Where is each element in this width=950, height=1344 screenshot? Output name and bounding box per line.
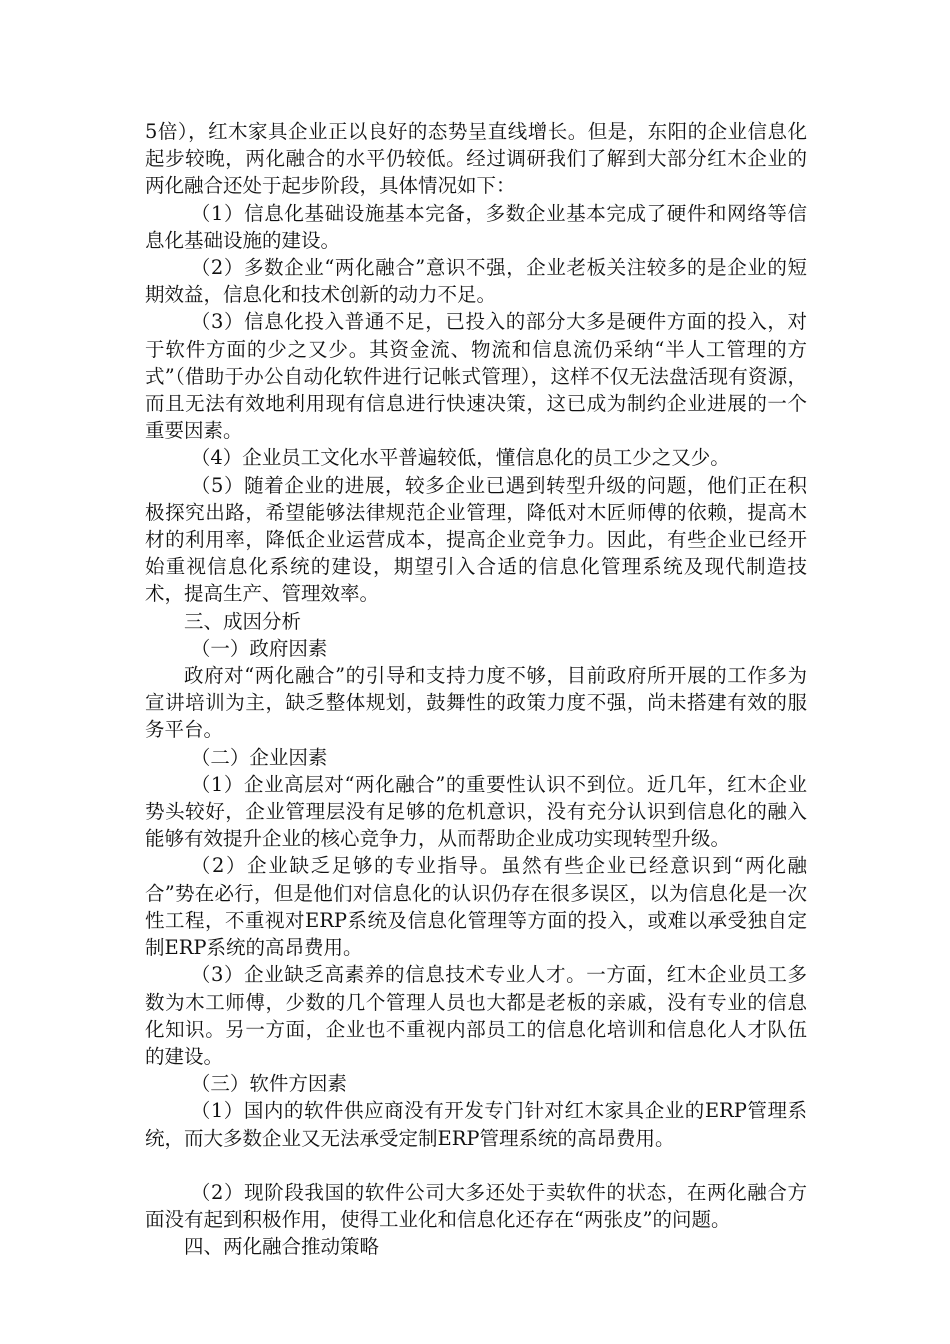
subsection-heading-government: （一）政府因素 xyxy=(190,636,328,660)
paragraph-enterprise-3: （3）企业缺乏高素养的信息技术专业人才。一方面，红木企业员工多数为木工师傅，少数的几个管理人员也大都是老板的亲戚，没有专业的信息化知识。另一方面，企业也不重视内部员工的信息化培训和信息化人才队伍的建设。 xyxy=(145,963,807,1068)
paragraph-item-2: （2）多数企业“两化融合”意识不强，企业老板关注较多的是企业的短期效益，信息化和技术创新的动力不足。 xyxy=(145,256,807,307)
paragraph-enterprise-1: （1）企业高层对“两化融合”的重要性认识不到位。近几年，红木企业势头较好，企业管理层没有足够的危机意识，没有充分认识到信息化的融入能够有效提升企业的核心竞争力，从而帮助企业成功实现转型升级。 xyxy=(145,772,807,851)
paragraph-item-3: （3）信息化投入普通不足，已投入的部分大多是硬件方面的投入，对于软件方面的少之又少。其资金流、物流和信息流仍采纳“半人工管理的方式”（借助于办公自动化软件进行记帐式管理），这样不仅无法盘活现有资源，而且无法有效地利用现有信息进行快速决策，这已成为制约企业进展的一个重要因素。 xyxy=(145,310,807,443)
paragraph-intro: 5倍），红木家具企业正以良好的态势呈直线增长。但是，东阳的企业信息化起步较晚，两化融合的水平仍较低。经过调研我们了解到大部分红木企业的两化融合还处于起步阶段，具体情况如下： xyxy=(145,120,807,198)
paragraph-enterprise-2: （2）企业缺乏足够的专业指导。虽然有些企业已经意识到“两化融合”势在必行，但是他们对信息化的认识仍存在很多误区，以为信息化是一次性工程，不重视对ERP系统及信息化管理等方面的投入，或难以承受独自定制ERP系统的高昂费用。 xyxy=(145,854,807,960)
paragraph-government: 政府对“两化融合”的引导和支持力度不够，目前政府所开展的工作多为宣讲培训为主，缺乏整体规划，鼓舞性的政策力度不强，尚未搭建有效的服务平台。 xyxy=(145,664,807,742)
subsection-heading-enterprise: （二）企业因素 xyxy=(190,745,328,769)
paragraph-item-4: （4）企业员工文化水平普遍较低，懂信息化的员工少之又少。 xyxy=(190,446,730,470)
paragraph-item-5: （5）随着企业的进展，较多企业已遇到转型升级的问题，他们正在积极探究出路，希望能够法律规范企业管理，降低对木匠师傅的依赖，提高木材的利用率，降低企业运营成本，提高企业竞争力。因此，有些企业已经开始重视信息化系统的建设，期望引入合适的信息化管理系统及现代制造技术，提高生产、管理效率。 xyxy=(145,473,807,606)
section-heading-3: 三、成因分析 xyxy=(184,609,302,633)
paragraph-software-1: （1）国内的软件供应商没有开发专门针对红木家具企业的ERP管理系统，而大多数企业又无法承受定制ERP管理系统的高昂费用。 xyxy=(145,1099,807,1150)
blank-line xyxy=(145,1152,807,1179)
paragraph-item-1: （1）信息化基础设施基本完备，多数企业基本完成了硬件和网络等信息化基础设施的建设。 xyxy=(145,201,807,252)
section-heading-4: 四、两化融合推动策略 xyxy=(184,1235,380,1259)
subsection-heading-software: （三）软件方因素 xyxy=(190,1072,347,1096)
paragraph-software-2: （2）现阶段我国的软件公司大多还处于卖软件的状态，在两化融合方面没有起到积极作用，使得工业化和信息化还存在“两张皮”的问题。 xyxy=(145,1180,807,1232)
document-page xyxy=(145,118,807,1261)
